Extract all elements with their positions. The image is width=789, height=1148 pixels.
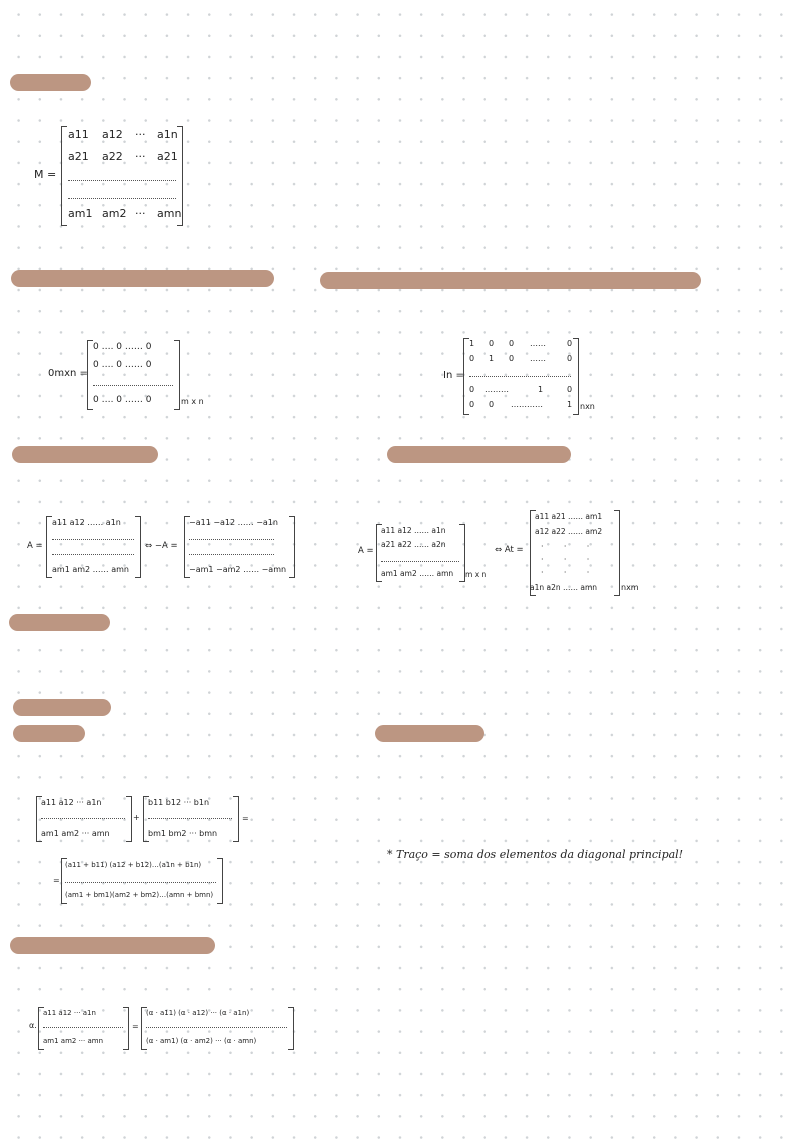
vertical-dots: · · ·: [541, 542, 590, 551]
section-heading-pill: [12, 446, 158, 463]
dotted-row: [41, 818, 125, 819]
section-heading-pill: [13, 699, 111, 716]
opposite-a-row: a11 a12 …… a1n: [52, 518, 121, 527]
section-heading-pill: [10, 74, 91, 91]
right-bracket: [174, 340, 180, 410]
identity-matrix-cell: 0: [567, 385, 573, 394]
matrix-m-label: M =: [34, 168, 57, 181]
zero-matrix-row: 0 …. 0 …… 0: [93, 342, 152, 352]
matrix-m-cell: amn: [157, 207, 182, 220]
sum-result-equals: =: [53, 876, 60, 885]
transpose-t-row: a12 a22 …… am2: [535, 527, 603, 536]
dotted-row: [189, 554, 274, 555]
right-bracket: [217, 858, 223, 904]
identity-matrix-cell: …………: [511, 400, 543, 409]
transpose-a-label: A =: [358, 546, 374, 556]
matrix-m-cell: a1n: [157, 128, 178, 141]
sum-plus: +: [133, 813, 140, 822]
identity-matrix-cell: 0: [469, 385, 475, 394]
right-bracket: [126, 796, 132, 842]
identity-matrix-cell: ……: [530, 354, 546, 363]
sum-b-row: bm1 bm2 ··· bmn: [148, 829, 218, 838]
zero-matrix-row: 0 …. 0 …… 0: [93, 395, 152, 405]
transpose-a-row: am1 am2 …… amn: [381, 569, 454, 578]
identity-matrix-cell: 0: [509, 339, 515, 348]
section-heading-pill: [13, 725, 85, 742]
opposite-a-label: A =: [27, 541, 43, 551]
sum-b-row: b11 b12 ··· b1n: [148, 798, 210, 807]
section-heading-pill: [375, 725, 484, 742]
identity-matrix-cell: 1: [538, 385, 544, 394]
scalar-alpha: α.: [29, 1021, 37, 1030]
dotted-row: [146, 1027, 287, 1028]
identity-matrix-cell: 0: [469, 354, 475, 363]
matrix-m-cell: a22: [102, 150, 123, 163]
matrix-m-cell: am2: [102, 207, 127, 220]
scalar-row: am1 am2 ··· amn: [43, 1037, 104, 1045]
identity-matrix-label: In =: [443, 370, 464, 381]
identity-matrix-cell: 0: [509, 354, 515, 363]
matrix-m-cell: ···: [135, 128, 146, 141]
opposite-a-row: am1 am2 …… amn: [52, 565, 129, 574]
identity-matrix-cell: 1: [489, 354, 495, 363]
identity-matrix-cell: 0: [567, 339, 573, 348]
section-heading-pill: [11, 270, 274, 287]
scalar-row: a11 a12 ··· a1n: [43, 1009, 96, 1017]
dotted-row: [189, 539, 274, 540]
right-bracket: [288, 1007, 294, 1050]
matrix-m-cell: am1: [68, 207, 93, 220]
matrix-m-cell: ···: [135, 207, 146, 220]
matrix-m-cell: a21: [157, 150, 178, 163]
identity-matrix-cell: ……: [530, 339, 546, 348]
identity-matrix-cell: 1: [567, 400, 573, 409]
transpose-a-dimension: m x n: [465, 570, 487, 579]
identity-matrix-cell: ………: [485, 385, 509, 394]
section-heading-pill: [10, 937, 215, 954]
vertical-dots: · · ·: [541, 555, 590, 564]
section-heading-pill: [320, 272, 701, 289]
trace-note: * Traço = soma dos elementos da diagonal principal!: [387, 848, 684, 861]
matrix-m-cell: a21: [68, 150, 89, 163]
zero-matrix-row: 0 …. 0 …… 0: [93, 360, 152, 370]
zero-matrix-dimension: m x n: [181, 397, 204, 406]
right-bracket: [289, 516, 295, 578]
opposite-arrow: ⇔ −A =: [145, 541, 178, 551]
zero-matrix-label: 0mxn =: [48, 368, 88, 379]
right-bracket: [123, 1007, 129, 1050]
sum-result-row: (a11 + b11) (a12 + b12)…(a1n + b1n): [65, 861, 202, 869]
dotted-row: [68, 180, 176, 181]
right-bracket: [614, 510, 620, 596]
sum-a-row: am1 am2 ··· amn: [41, 829, 110, 838]
scalar-result-row: (α · a11) (α · a12) ··· (α · a1n): [146, 1009, 250, 1017]
dotted-row: [381, 561, 459, 562]
dotted-row: [65, 882, 216, 883]
opposite-neg-row: −a11 −a12 …… −a1n: [189, 518, 278, 527]
transpose-t-dimension: nxm: [621, 583, 639, 592]
transpose-a-row: a21 a22 …… a2n: [381, 540, 446, 549]
sum-equals: =: [242, 814, 249, 823]
transpose-t-row: a11 a21 …… am1: [535, 512, 603, 521]
right-bracket: [135, 516, 141, 578]
section-heading-pill: [387, 446, 571, 463]
opposite-neg-row: −am1 −am2 …… −amn: [189, 565, 287, 574]
identity-matrix-cell: 0: [567, 354, 573, 363]
dotted-row: [68, 198, 176, 199]
vertical-dots: · · ·: [541, 568, 590, 577]
section-heading-pill: [9, 614, 110, 631]
matrix-m-cell: ···: [135, 150, 146, 163]
identity-matrix-dimension: nxn: [580, 402, 595, 411]
left-bracket: [61, 126, 67, 226]
sum-result-row: (am1 + bm1)(am2 + bm2)…(amn + bmn): [65, 891, 214, 899]
identity-matrix-cell: 0: [489, 339, 495, 348]
dotted-row: [148, 818, 232, 819]
dotted-row: [43, 1027, 123, 1028]
sum-a-row: a11 a12 ··· a1n: [41, 798, 102, 807]
right-bracket: [573, 338, 579, 415]
dotted-row: [52, 539, 134, 540]
identity-matrix-cell: 1: [469, 339, 475, 348]
matrix-m-cell: a12: [102, 128, 123, 141]
matrix-m-cell: a11: [68, 128, 89, 141]
transpose-arrow: ⇔ At =: [495, 545, 524, 555]
scalar-result-row: (α · am1) (α · am2) ··· (α · amn): [146, 1037, 257, 1045]
identity-matrix-cell: 0: [489, 400, 495, 409]
right-bracket: [233, 796, 239, 842]
dotted-row: [93, 385, 173, 386]
dotted-row: [469, 376, 571, 377]
transpose-a-row: a11 a12 …… a1n: [381, 526, 446, 535]
scalar-equals: =: [132, 1022, 139, 1031]
identity-matrix-cell: 0: [469, 400, 475, 409]
dotted-row: [52, 554, 134, 555]
transpose-t-row: a1n a2n …… amn: [530, 583, 598, 592]
